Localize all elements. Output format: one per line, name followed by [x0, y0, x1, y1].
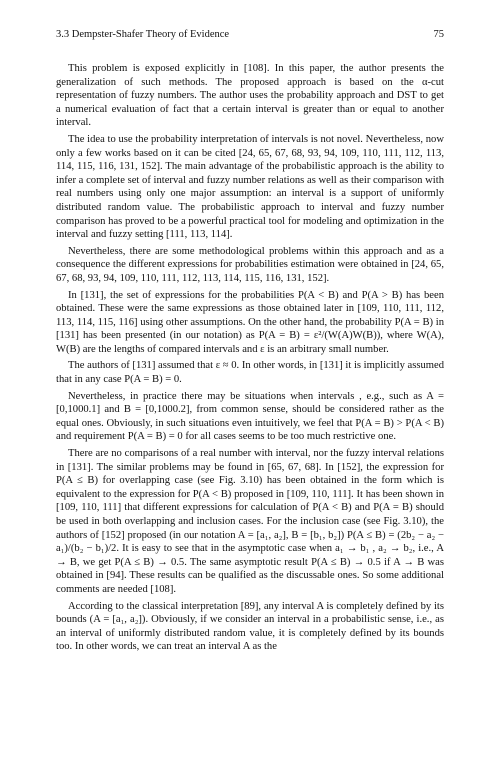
- paragraph: In [131], the set of expressions for the probabilities P(A < B) and P(A > B) has been obtained. These were the same expressions as those obtained later in [109, 110, 111, 112, 113, 114, 115, 116] using other assumptions. On the other hand, the probability P(A = B) in [131] has been presented (in our notation) as P(A = B) = ε²/(W(A)W(B)), where W(A), W(B) are the lengths of compared intervals and ε is an arbitrary small number.: [56, 289, 444, 355]
- paragraph: Nevertheless, there are some methodological problems within this approach and as a consequence the different expressions for probabilities estimation were obtained in [24, 65, 67, 68, 93, 94, 109, 110, 111, 112, 113, 114, 115, 116, 131, 152].: [56, 245, 444, 284]
- paragraph: The authors of [131] assumed that ε ≈ 0. In other words, in [131] it is implicitly assumed that in any case P(A = B) = 0.: [56, 360, 444, 386]
- page-number: 75: [433, 29, 444, 40]
- paragraph: According to the classical interpretation [89], any interval A is completely defined by its bounds (A = [a₁, a₂]). Obviously, if we consider an interval in a probabilistic sense, i.e., as an interval of uniformly distributed random value, it is completely defined by its bounds too. In other words, we can treat an interval A as the: [56, 600, 444, 653]
- section-title: 3.3 Dempster-Shafer Theory of Evidence: [56, 29, 230, 40]
- paragraph: The idea to use the probability interpretation of intervals is not novel. Nevertheless, now only a few works based on it can be cited [24, 65, 67, 68, 93, 94, 109, 110, 111, 112, 113, 114, 115, 116, 131, 152]. The main advantage of the probabilistic approach is the ability to infer a complete set of interval and fuzzy number relations as well as their comparison with real numbers using only one major assumption: an interval is a support of uniformly distributed random value. The probabilistic approach to interval and fuzzy number comparison has proved to be a powerful practical tool for modeling and optimization in the interval and fuzzy setting [111, 113, 114].: [56, 133, 444, 241]
- paragraph: Nevertheless, in practice there may be situations when intervals , e.g., such as A = [0,1000.1] and B = [0,1000.2], from common sense, should be considered rather as the equal ones. Obviously, in such situations even intuitively, we feel that P(A = B) > P(A < B) and requirement P(A = B) = 0 for all cases seems to be too much restrictive one.: [56, 390, 444, 443]
- paragraph: There are no comparisons of a real number with interval, nor the fuzzy interval relations in [131]. The similar problems may be found in [65, 67, 68]. In [152], the expression for P(A ≤ B) for overlapping case (see Fig. 3.10) has been obtained in the form which is equivalent to the expression for P(A < B) proposed in [109, 110, 111]. It has been shown in [109, 110, 111] that different expressions for calculation of P(A < B) and P(A = B) should be used in both overlapping and inclusion cases. For the inclusion case (see Fig. 3.10), the authors of [152] proposed (in our notation A = [a₁, a₂], B = [b₁, b₂]) P(A ≤ B) = (2b₂ − a₂ − a₁)/(b₂ − b₁)/2. It is easy to see that in the asymptotic case when a₁ → b₁ , a₂ → b₂, i.e., A → B, we get P(A ≤ B) → 0.5. The same asymptotic result P(A ≤ B) → 0.5 if A → B was obtained in [94]. These results can be qualified as the discussable ones. So some additional comments are needed [108].: [56, 448, 444, 595]
- body-text: [56, 62, 444, 657]
- paragraph: This problem is exposed explicitly in [108]. In this paper, the author presents the generalization of such methods. The proposed approach is based on the α-cut representation of fuzzy numbers. The author uses the probability approach and DST to get a numerical evaluation of fact that a certain interval is greater than or equal to another interval.: [56, 63, 444, 129]
